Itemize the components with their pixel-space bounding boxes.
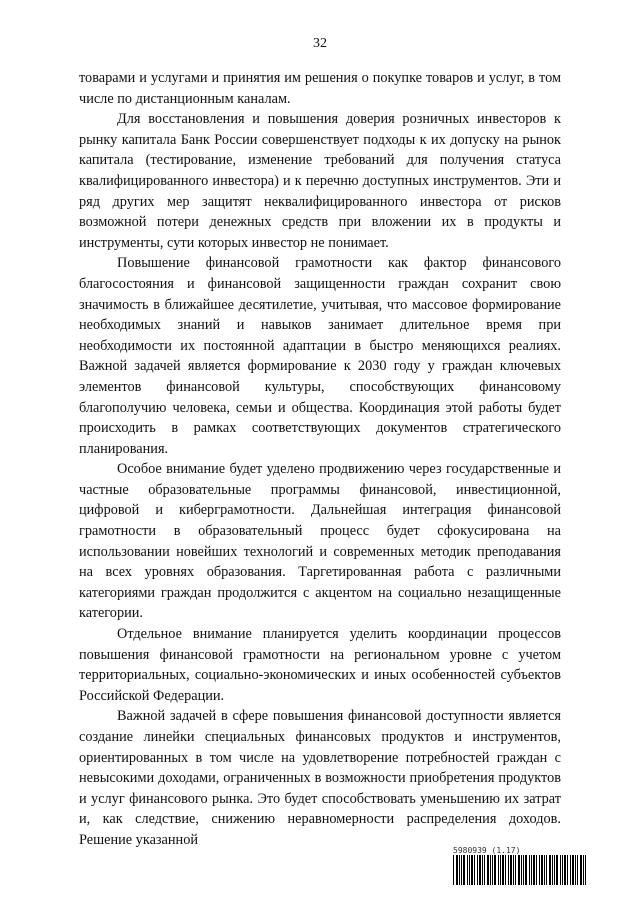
paragraph-6: Важной задачей в сфере повышения финансовой доступности является создание линейки специальных финансовых продуктов и инструментов, ориентированных в том числе на удовлетворение потребностей граждан с невысокими доходами, ограниченных в возможности приобретения продуктов и услуг финансового рынка. Это будет способствовать уменьшению их затрат и, как следствие, снижению неравномерности распределения доходов. Решение указанной xyxy=(79,708,561,848)
barcode-icon xyxy=(453,855,586,885)
page-number: 32 xyxy=(313,36,327,51)
document-body xyxy=(79,68,561,851)
paragraph-5: Отдельное внимание планируется уделить координации процессов повышения финансовой грамотности на региональном уровне с учетом территориальных, социально-экономических и иных особенностей субъектов Российской Федерации. xyxy=(79,626,561,704)
paragraph-2: Для восстановления и повышения доверия розничных инвесторов к рынку капитала Банк России совершенствует подходы к их допуску на рынок капитала (тестирование, изменение требований для получения статуса квалифицированного инвестора) и к перечню доступных инструментов. Эти и ряд других мер защитят неквалифицированного инвестора от рисков возможной потери денежных средств при вложении их в продукты и инструменты, сути которых инвестор не понимает. xyxy=(79,111,561,251)
paragraph-1: товарами и услугами и принятия им решения о покупке товаров и услуг, в том числе по дистанционным каналам. xyxy=(79,70,561,107)
paragraph-3: Повышение финансовой грамотности как фактор финансового благосостояния и финансовой защищенности граждан сохранит свою значимость в ближайшее десятилетие, учитывая, что массовое формирование необходимых знаний и навыков занимает длительное время при необходимости их постоянной адаптации в быстро меняющихся реалиях. Важной задачей является формирование к 2030 году у граждан ключевых элементов финансовой культуры, способствующих финансовому благополучию человека, семьи и общества. Координация этой работы будет происходить в рамках соответствующих документов стратегического планирования. xyxy=(79,255,561,457)
paragraph-4: Особое внимание будет уделено продвижению через государственные и частные образовательные программы финансовой, инвестиционной, цифровой и киберграмотности. Дальнейшая интеграция финансовой грамотности в образовательный процесс будет сфокусирована на использовании новейших технологий и современных методик преподавания на всех уровнях образования. Таргетированная работа с различными категориями граждан продолжится с акцентом на социально незащищенные категории. xyxy=(79,461,561,622)
document-code: 5980939 (1.17) xyxy=(453,846,521,855)
